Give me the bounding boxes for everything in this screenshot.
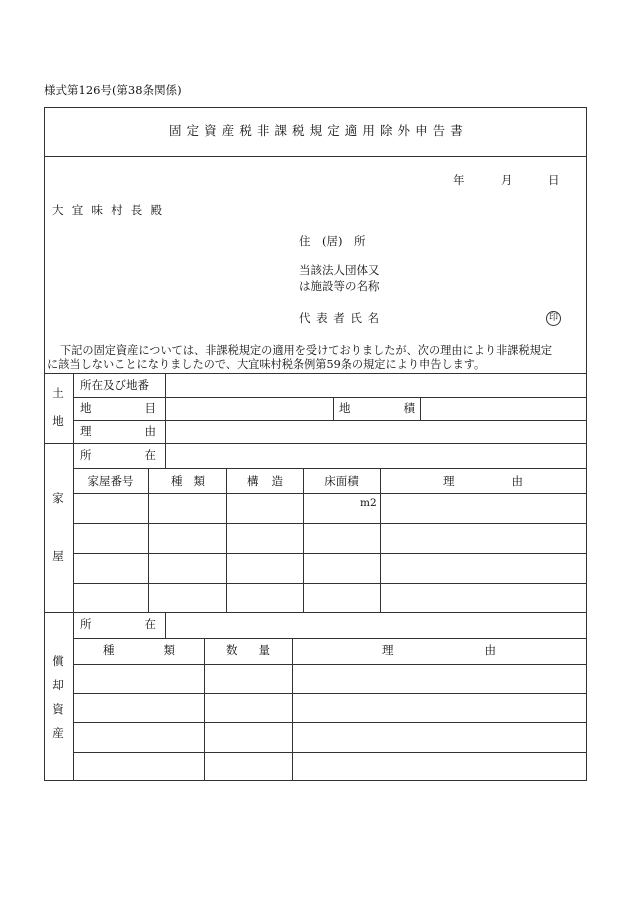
- house-divider: [44, 612, 587, 613]
- seal-icon: 印: [546, 311, 561, 326]
- depreciable-type-header: 種 類: [103, 643, 175, 657]
- representative-label: 代 表 者 氏 名: [299, 311, 379, 325]
- land-location-label: 所在及び地番: [80, 378, 149, 392]
- statement-divider: [44, 373, 587, 374]
- land-area-label: 地 積: [339, 401, 415, 415]
- depreciable-section-label-3: 資: [52, 702, 64, 716]
- depreciable-section-label-2: 却: [52, 678, 64, 692]
- org-name-label-line2: は施設等の名称: [299, 279, 380, 293]
- addressee: 大 宜 味 村 長 殿: [52, 203, 162, 217]
- house-type-header: 種 類: [171, 474, 205, 488]
- depreciable-location-label: 所 在: [80, 617, 156, 631]
- land-category-label: 地 目: [80, 401, 156, 415]
- house-structure-header: 構 造: [247, 474, 283, 488]
- form-number: 様式第126号(第38条関係): [44, 83, 182, 97]
- house-section-label-2: 屋: [52, 549, 64, 563]
- house-section-label-1: 家: [52, 491, 64, 505]
- house-location-label: 所 在: [80, 448, 156, 462]
- date-day-label: 日: [548, 173, 560, 187]
- land-divider: [44, 443, 587, 444]
- statement-line1: 下記の固定資産については、非課税規定の適用を受けておりましたが、次の理由により非課税規定: [60, 344, 553, 357]
- depreciable-section-label-1: 償: [52, 654, 64, 668]
- house-number-header: 家屋番号: [87, 474, 134, 488]
- land-reason-label: 理 由: [80, 424, 156, 438]
- house-floor-area-header: 床面積: [324, 474, 359, 488]
- land-section-label-2: 地: [52, 414, 64, 428]
- date-month-label: 月: [501, 173, 513, 187]
- depreciable-quantity-header: 数 量: [226, 643, 270, 657]
- floor-area-unit: m2: [360, 497, 377, 509]
- land-section-label-1: 土: [52, 386, 64, 400]
- title-divider: [44, 156, 587, 157]
- depreciable-reason-header: 理 由: [382, 643, 496, 657]
- date-year-label: 年: [453, 173, 465, 187]
- org-name-label-line1: 当該法人団体又: [299, 263, 380, 277]
- form-title: 固 定 資 産 税 非 課 税 規 定 適 用 除 外 申 告 書: [169, 123, 463, 138]
- depreciable-section-label-4: 産: [52, 726, 64, 740]
- statement-line2: に該当しないことになりましたので、大宜味村税条例第59条の規定により申告します。: [47, 358, 486, 371]
- address-label: 住 (居) 所: [299, 234, 366, 248]
- house-reason-header: 理 由: [443, 474, 523, 488]
